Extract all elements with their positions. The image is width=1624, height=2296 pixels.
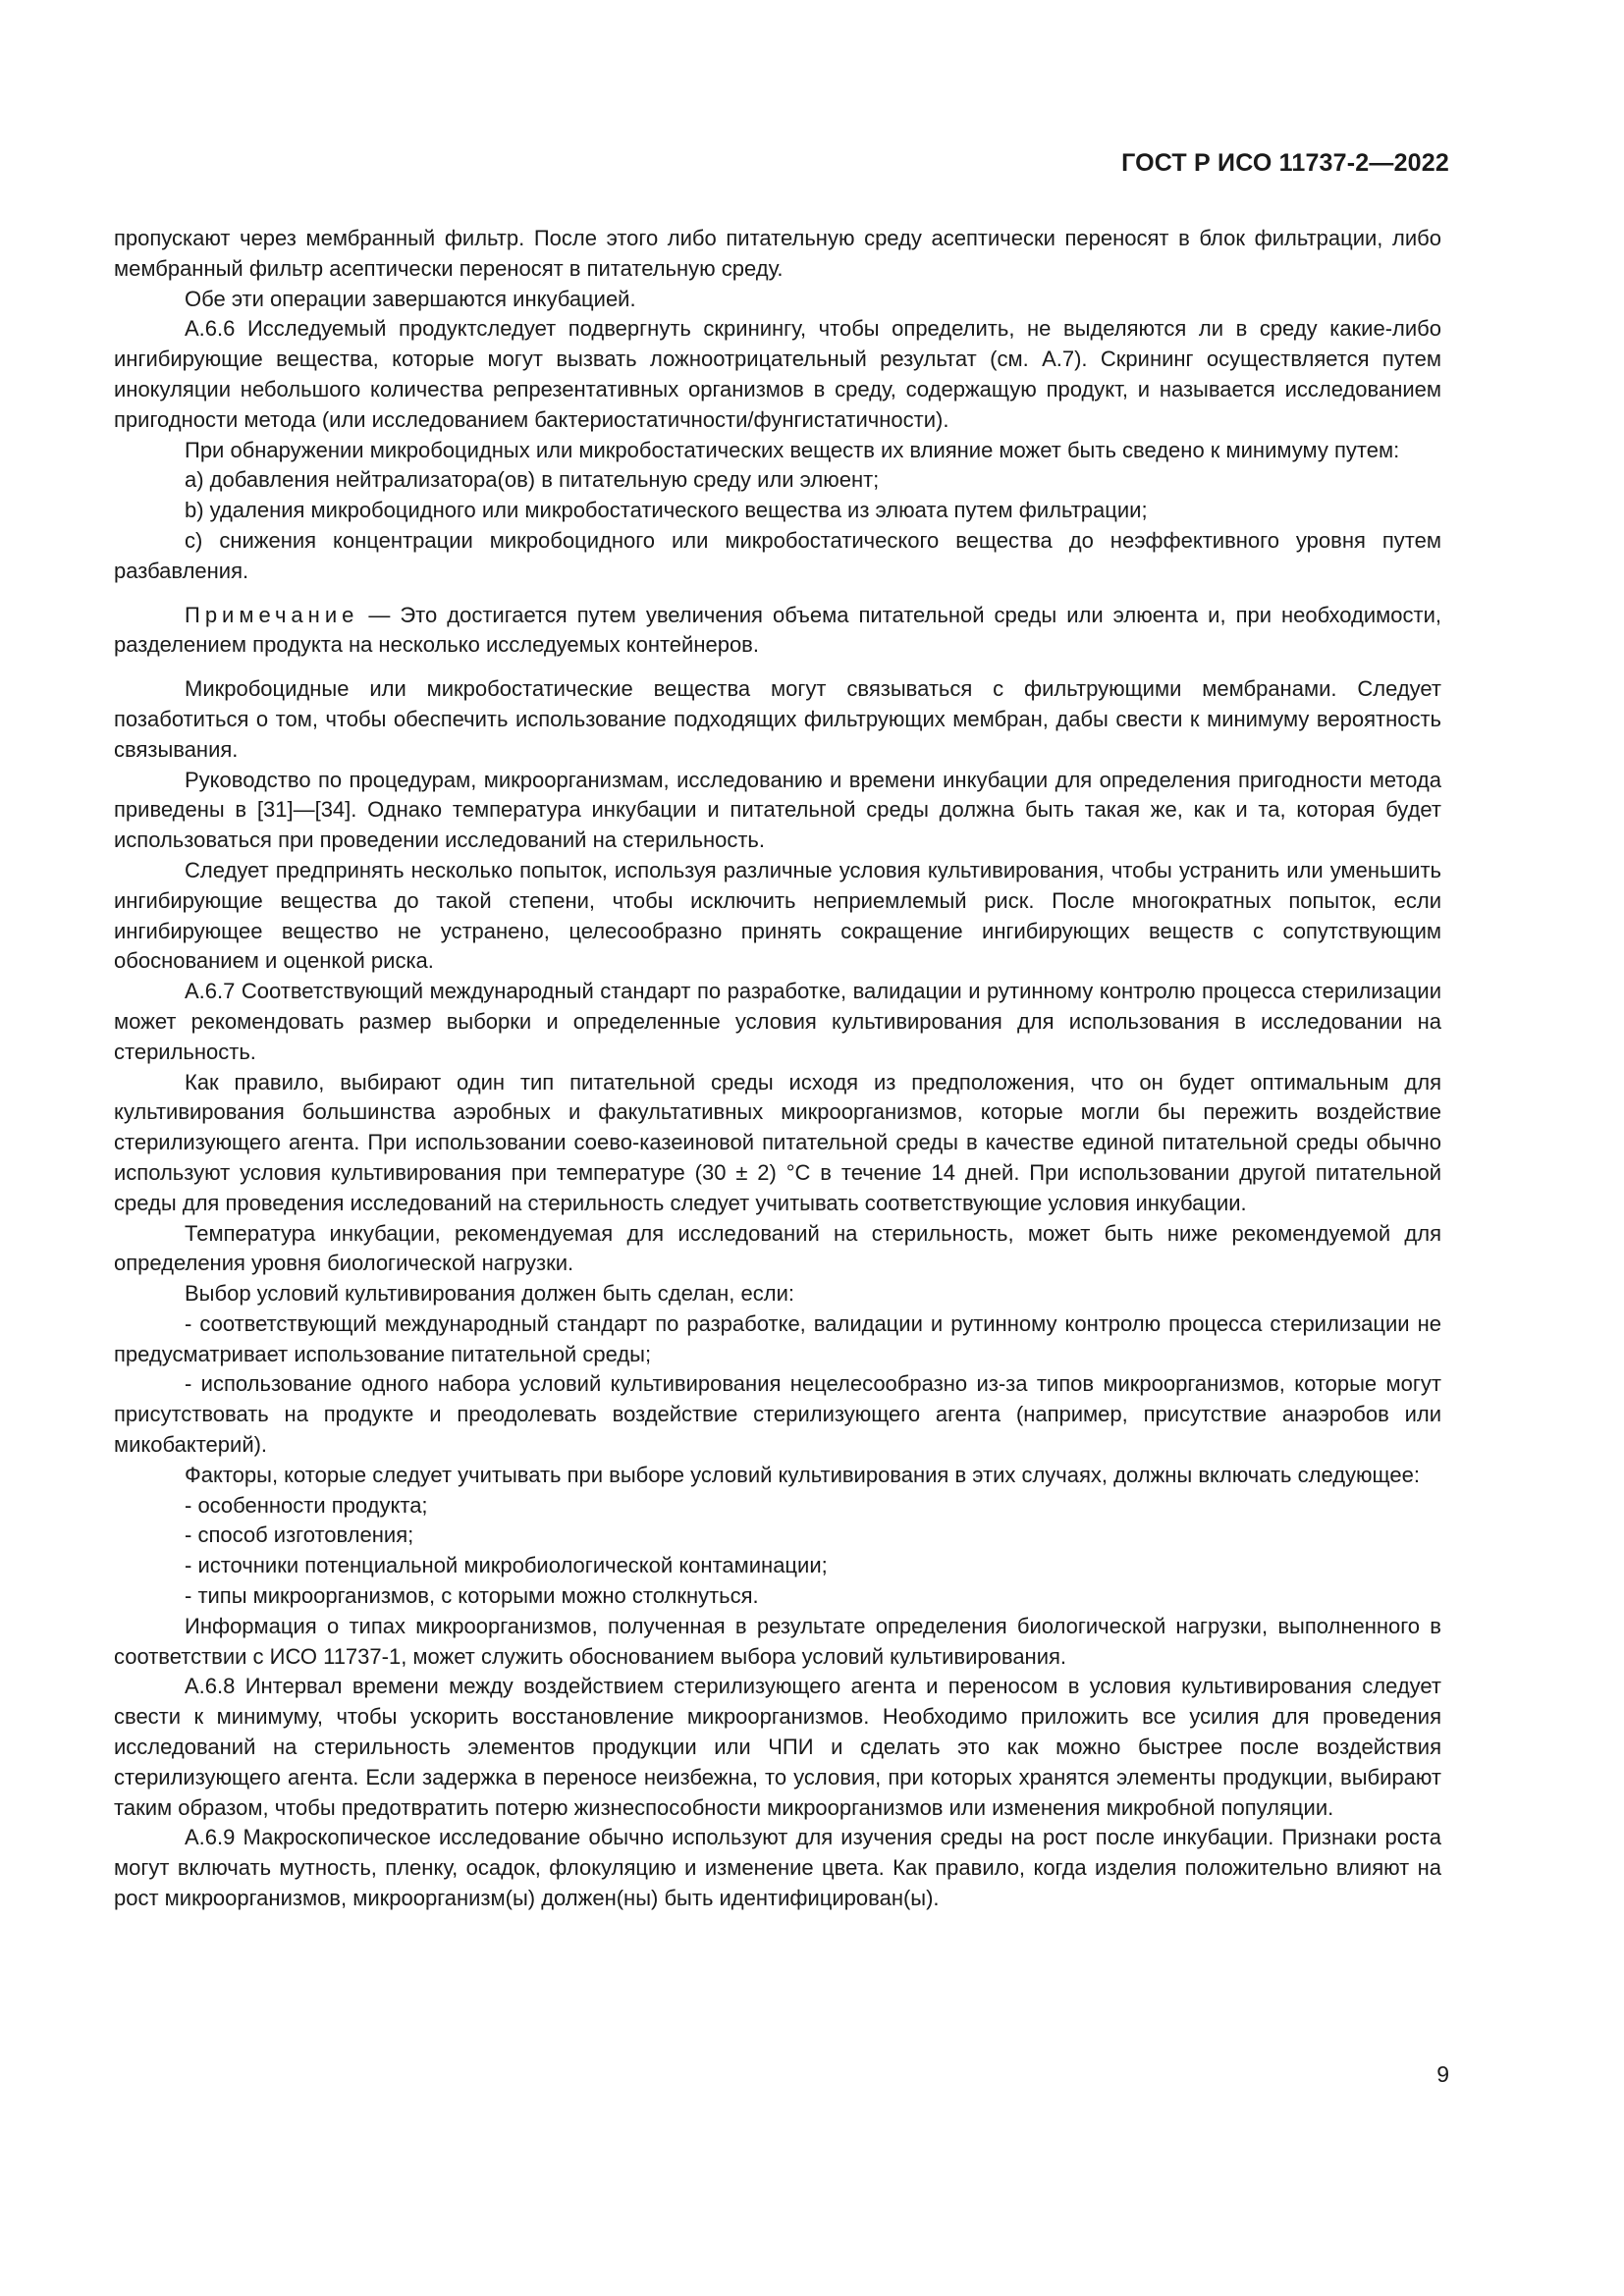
note-label: Примечание	[185, 602, 359, 627]
paragraph: Следует предпринять несколько попыток, используя различные условия культивирования, чтобы устранить или уменьшить ингибирующие вещества до такой степени, чтобы исключить неприемлемый риск. После многократных попыток, если ингибирующее вещество не устранено, целесообразно принять сокращение ингибирующих веществ с сопутствующим обоснованием и оценкой риска.	[114, 857, 1441, 974]
list-item: - соответствующий международный стандарт по разработке, валидации и рутинному контролю процесса стерилизации не предусматривает использование питательной среды;	[114, 1310, 1441, 1366]
paragraph: Как правило, выбирают один тип питательной среды исходя из предположения, что он будет оптимальным для культивирования большинства аэробных и факультативных микроорганизмов, которые могли бы пережить воздействие стерилизующего агента. При использовании соево-казеиновой питательной среды в качестве единой питательной среды обычно используют условия культивирования при температуре (30 ± 2) °С в течение 14 дней. При использовании другой питательной среды для проведения исследований на стерильность следует учитывать соответствующие условия инкубации.	[114, 1069, 1441, 1215]
note-text: — Это достигается путем увеличения объема питательной среды или элюента и, при необходимости, разделением продукта на несколько исследуемых контейнеров.	[114, 602, 1441, 658]
list-item: - особенности продукта;	[185, 1492, 428, 1518]
list-item: c) снижения концентрации микробоцидного или микробостатического вещества до неэффективного уровня путем разбавления.	[114, 527, 1441, 583]
paragraph: Микробоцидные или микробостатические вещества могут связываться с фильтрующими мембранами. Следует позаботиться о том, чтобы обеспечить использование подходящих фильтрующих мембран, дабы свести к минимуму вероятность связывания.	[114, 676, 1441, 762]
list-item: b) удаления микробоцидного или микробостатического вещества из элюата путем фильтрации;	[185, 498, 1148, 523]
list-item: a) добавления нейтрализатора(ов) в питательную среду или элюент;	[185, 467, 880, 493]
paragraph: При обнаружении микробоцидных или микробостатических веществ их влияние может быть сведено к минимуму путем:	[185, 437, 1400, 462]
paragraph: Температура инкубации, рекомендуемая для исследований на стерильность, может быть ниже рекомендуемой для определения уровня биологической нагрузки.	[114, 1220, 1441, 1276]
clause-a-6-6: А.6.6 Исследуемый продуктследует подвергнуть скринингу, чтобы определить, не выделяются ли в среду какие-либо ингибирующие вещества, которые могут вызвать ложноотрицательный результат (см. А.7). Скрининг осуществляется путем инокуляции небольшого количества репрезентативных организмов в среду, содержащую продукт, и называется исследованием пригодности метода (или исследованием бактериостатичности/фунгистатичности).	[114, 316, 1441, 432]
list-item: - источники потенциальной микробиологической контаминации;	[185, 1553, 828, 1578]
paragraph: пропускают через мембранный фильтр. После этого либо питательную среду асептически переносят в блок фильтрации, либо мембранный фильтр асептически переносят в питательную среду.	[114, 226, 1441, 281]
paragraph: Обе эти операции завершаются инкубацией.	[185, 286, 636, 311]
list-item: - типы микроорганизмов, с которыми можно столкнуться.	[185, 1583, 759, 1609]
note	[114, 601, 1441, 662]
paragraph: Выбор условий культивирования должен быть сделан, если:	[185, 1281, 795, 1307]
page-number: 9	[1436, 2061, 1449, 2087]
list-item: - использование одного набора условий культивирования нецелесообразно из-за типов микроорганизмов, которые могут присутствовать на продукте и преодолевать воздействие стерилизующего агента (например, присутствие анаэробов или микобактерий).	[114, 1371, 1441, 1458]
paragraph: Факторы, которые следует учитывать при выборе условий культивирования в этих случаях, должны включать следующее:	[185, 1462, 1420, 1487]
main-text	[114, 224, 1441, 1914]
paragraph: Руководство по процедурам, микроорганизмам, исследованию и времени инкубации для определения пригодности метода приведены в [31]—[34]. Однако температура инкубации и питательной среды должна быть такая же, как и та, которая будет использоваться при проведении исследований на стерильность.	[114, 767, 1441, 853]
paragraph: Информация о типах микроорганизмов, полученная в результате определения биологической нагрузки, выполненного в соответствии с ИСО 11737-1, может служить обоснованием выбора условий культивирования.	[114, 1613, 1441, 1669]
clause-a-6-7: А.6.7 Соответствующий международный стандарт по разработке, валидации и рутинному контролю процесса стерилизации может рекомендовать размер выборки и определенные условия культивирования для использования в исследовании на стерильность.	[114, 979, 1441, 1064]
clause-a-6-9: А.6.9 Макроскопическое исследование обычно используют для изучения среды на рост после инкубации. Признаки роста могут включать мутность, пленку, осадок, флокуляцию и изменение цвета. Как правило, когда изделия положительно влияют на рост микроорганизмов, микроорганизм(ы) должен(ны) быть идентифицирован(ы).	[114, 1825, 1441, 1911]
document-code-header: ГОСТ Р ИСО 11737-2—2022	[1121, 149, 1449, 177]
clause-a-6-8: А.6.8 Интервал времени между воздействием стерилизующего агента и переносом в условия культивирования следует свести к минимуму, чтобы ускорить восстановление микроорганизмов. Необходимо приложить все усилия для проведения исследований на стерильность элементов продукции или ЧПИ и сделать это как можно быстрее после воздействия стерилизующего агента. Если задержка в переносе неизбежна, то условия, при которых хранятся элементы продукции, выбирают таким образом, чтобы предотвратить потерю жизнеспособности микроорганизмов или изменения микробной популяции.	[114, 1674, 1441, 1820]
list-item: - способ изготовления;	[185, 1522, 414, 1548]
